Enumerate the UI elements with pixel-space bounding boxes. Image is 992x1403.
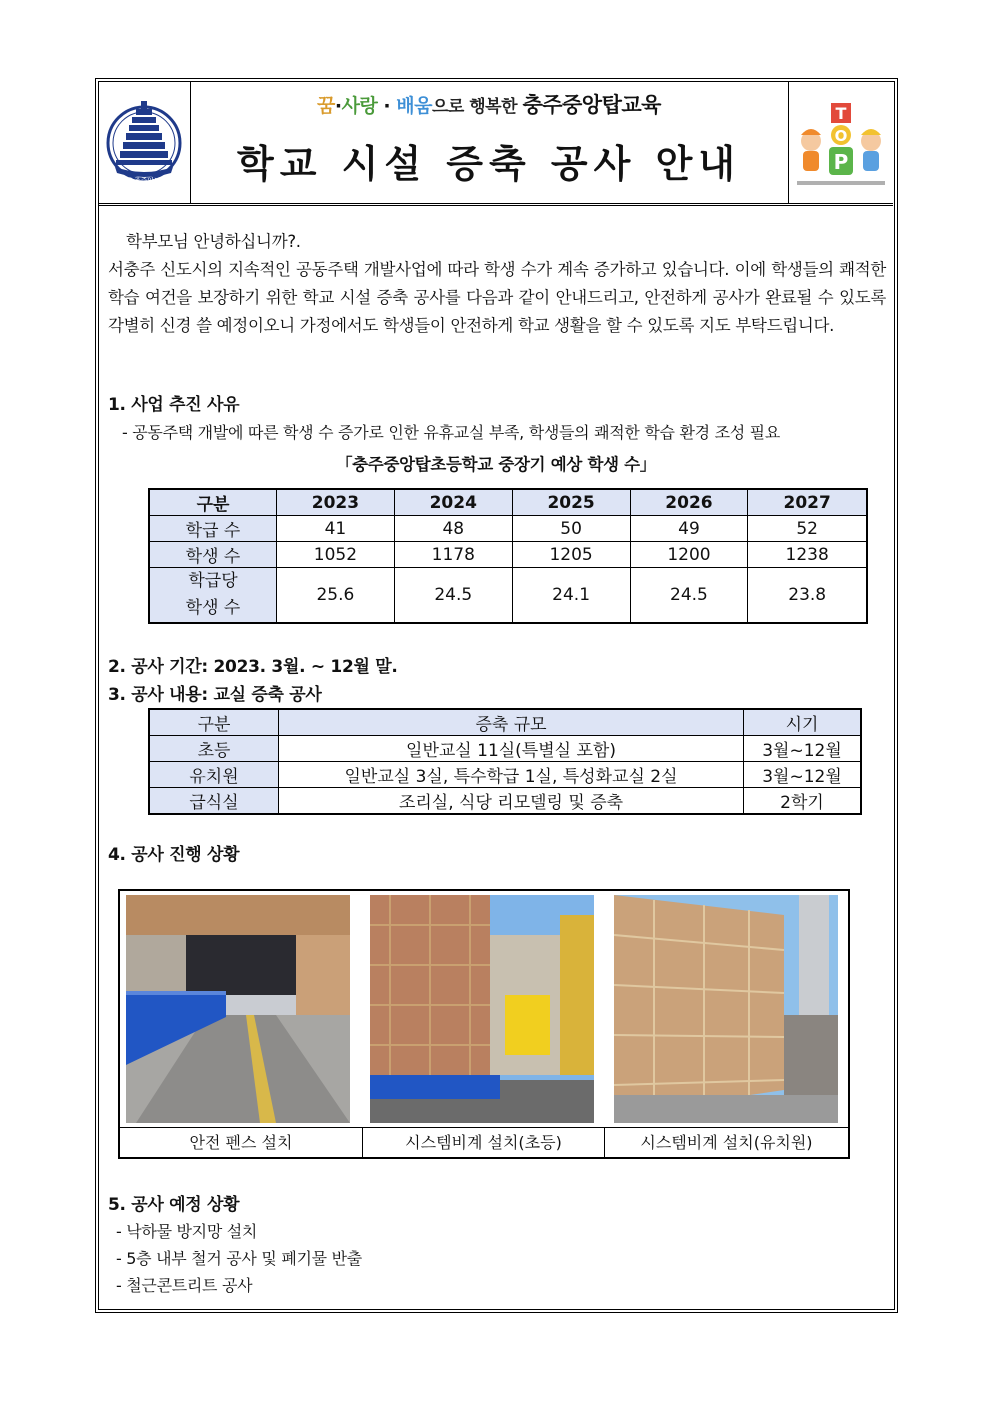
slogan-part: 충주중앙탑교육 (522, 93, 661, 117)
row-label: 유치원 (149, 762, 279, 788)
mascot-letter: T (835, 104, 847, 123)
table-cell: 일반교실 11실(특별실 포함) (279, 736, 744, 762)
table-cell: 1238 (748, 542, 867, 568)
photo-scaffold-kindergarten (614, 895, 838, 1123)
table-cell: 1200 (630, 542, 748, 568)
mascot-letter: O (834, 127, 848, 145)
intro-text (108, 228, 886, 340)
header (98, 81, 893, 206)
table-cell: 3월~12월 (744, 762, 862, 788)
section5-heading: 5. 공사 예정 상황 (108, 1195, 240, 1215)
section3-heading: 3. 공사 내용: 교실 증축 공사 (108, 685, 322, 705)
page-title: 학교 시설 증축 공사 안내 (237, 142, 741, 186)
table-cell: 23.8 (748, 568, 867, 624)
table-cell: 50 (512, 516, 630, 542)
construction-scope-table (148, 708, 862, 815)
intro-body: 서충주 신도시의 지속적인 공동주택 개발사업에 따라 학생 수가 계속 증가하고 있습니다. 이에 학생들의 쾌적한 학습 여건을 보장하기 위한 학교 시설 증축 공사를 다음과 같이 안내드리고, 안전하게 공사가 완료될 수 있도록 각별히 신경 쓸 예정이오니 가정에서도 학생들이 안전하게 학교 생활을 할 수 있도록 지도 부탁드립니다. (108, 260, 886, 335)
row-label: 학생 수 (149, 542, 277, 568)
photo-caption: 시스템비계 설치(초등) (363, 1127, 605, 1158)
list-item: - 5층 내부 철거 공사 및 폐기물 반출 (116, 1249, 362, 1268)
section2-heading: 2. 공사 기간: 2023. 3월. ~ 12월 말. (108, 657, 398, 677)
table-cell: 52 (748, 516, 867, 542)
table-header: 2027 (748, 489, 867, 516)
table-header: 시기 (744, 709, 862, 736)
table-cell: 24.1 (512, 568, 630, 624)
section1-heading: 1. 사업 추진 사유 (108, 395, 240, 415)
table-header: 2026 (630, 489, 748, 516)
section4-heading: 4. 공사 진행 상황 (108, 845, 240, 865)
photo-safety-fence (126, 895, 350, 1123)
list-item: - 철근콘트리트 공사 (116, 1276, 253, 1295)
table-cell: 일반교실 3실, 특수학급 1실, 특성화교실 2실 (279, 762, 744, 788)
photo-scaffold-elementary (370, 895, 594, 1123)
greeting: 학부모님 안녕하십니까?. (126, 232, 301, 251)
table-cell: 2학기 (744, 788, 862, 815)
row-label (149, 568, 277, 624)
table-row (149, 762, 861, 788)
table-header: 2025 (512, 489, 630, 516)
table-cell: 24.5 (630, 568, 748, 624)
list-item: - 낙하물 방지망 설치 (116, 1222, 258, 1241)
table-cell: 1205 (512, 542, 630, 568)
mascot-letter: P (833, 150, 849, 174)
table-cell: 24.5 (394, 568, 512, 624)
table-cell: 41 (277, 516, 395, 542)
table-header: 증축 규모 (279, 709, 744, 736)
slogan-dot: · (334, 95, 342, 117)
table-cell: 1178 (394, 542, 512, 568)
slogan-part: 배움 (396, 95, 432, 117)
school-logo (98, 81, 191, 203)
logo-text: 충주중앙탑 (127, 177, 161, 185)
slogan-part: 꿈 (317, 95, 335, 117)
title-area (190, 81, 788, 203)
slogan-dot: · (377, 95, 391, 117)
table-cell: 49 (630, 516, 748, 542)
photo-caption: 시스템비계 설치(유치원) (605, 1127, 848, 1158)
table-cell: 1052 (277, 542, 395, 568)
table-cell: 48 (394, 516, 512, 542)
table-header: 2023 (277, 489, 395, 516)
section1-bullet: - 공동주택 개발에 따른 학생 수 증가로 인한 유휴교실 부족, 학생들의 쾌적한 학습 환경 조성 필요 (122, 423, 780, 442)
table-header: 구분 (149, 709, 279, 736)
table-header: 2024 (394, 489, 512, 516)
row-label-line: 학생 수 (185, 598, 241, 618)
table-cell: 조리실, 식당 리모델링 및 증축 (279, 788, 744, 815)
row-label-line: 학급당 (188, 571, 238, 591)
photo-grid (118, 889, 850, 1159)
table-row (149, 788, 861, 815)
student-forecast-table (148, 488, 868, 624)
table-row (149, 516, 867, 542)
table-cell: 3월~12월 (744, 736, 862, 762)
table-row (149, 568, 867, 624)
photo-caption: 안전 펜스 설치 (120, 1127, 363, 1158)
slogan (190, 89, 788, 119)
table-row (149, 542, 867, 568)
slogan-part: 으로 행복한 (432, 97, 523, 117)
table-row (149, 736, 861, 762)
table-cell: 25.6 (277, 568, 395, 624)
table-header: 구분 (149, 489, 277, 516)
mascot-logo (788, 81, 894, 203)
slogan-part: 사랑 (341, 95, 378, 117)
row-label: 급식실 (149, 788, 279, 815)
row-label: 초등 (149, 736, 279, 762)
row-label: 학급 수 (149, 516, 277, 542)
table-title: 「충주중앙탑초등학교 중장기 예상 학생 수」 (335, 455, 657, 474)
